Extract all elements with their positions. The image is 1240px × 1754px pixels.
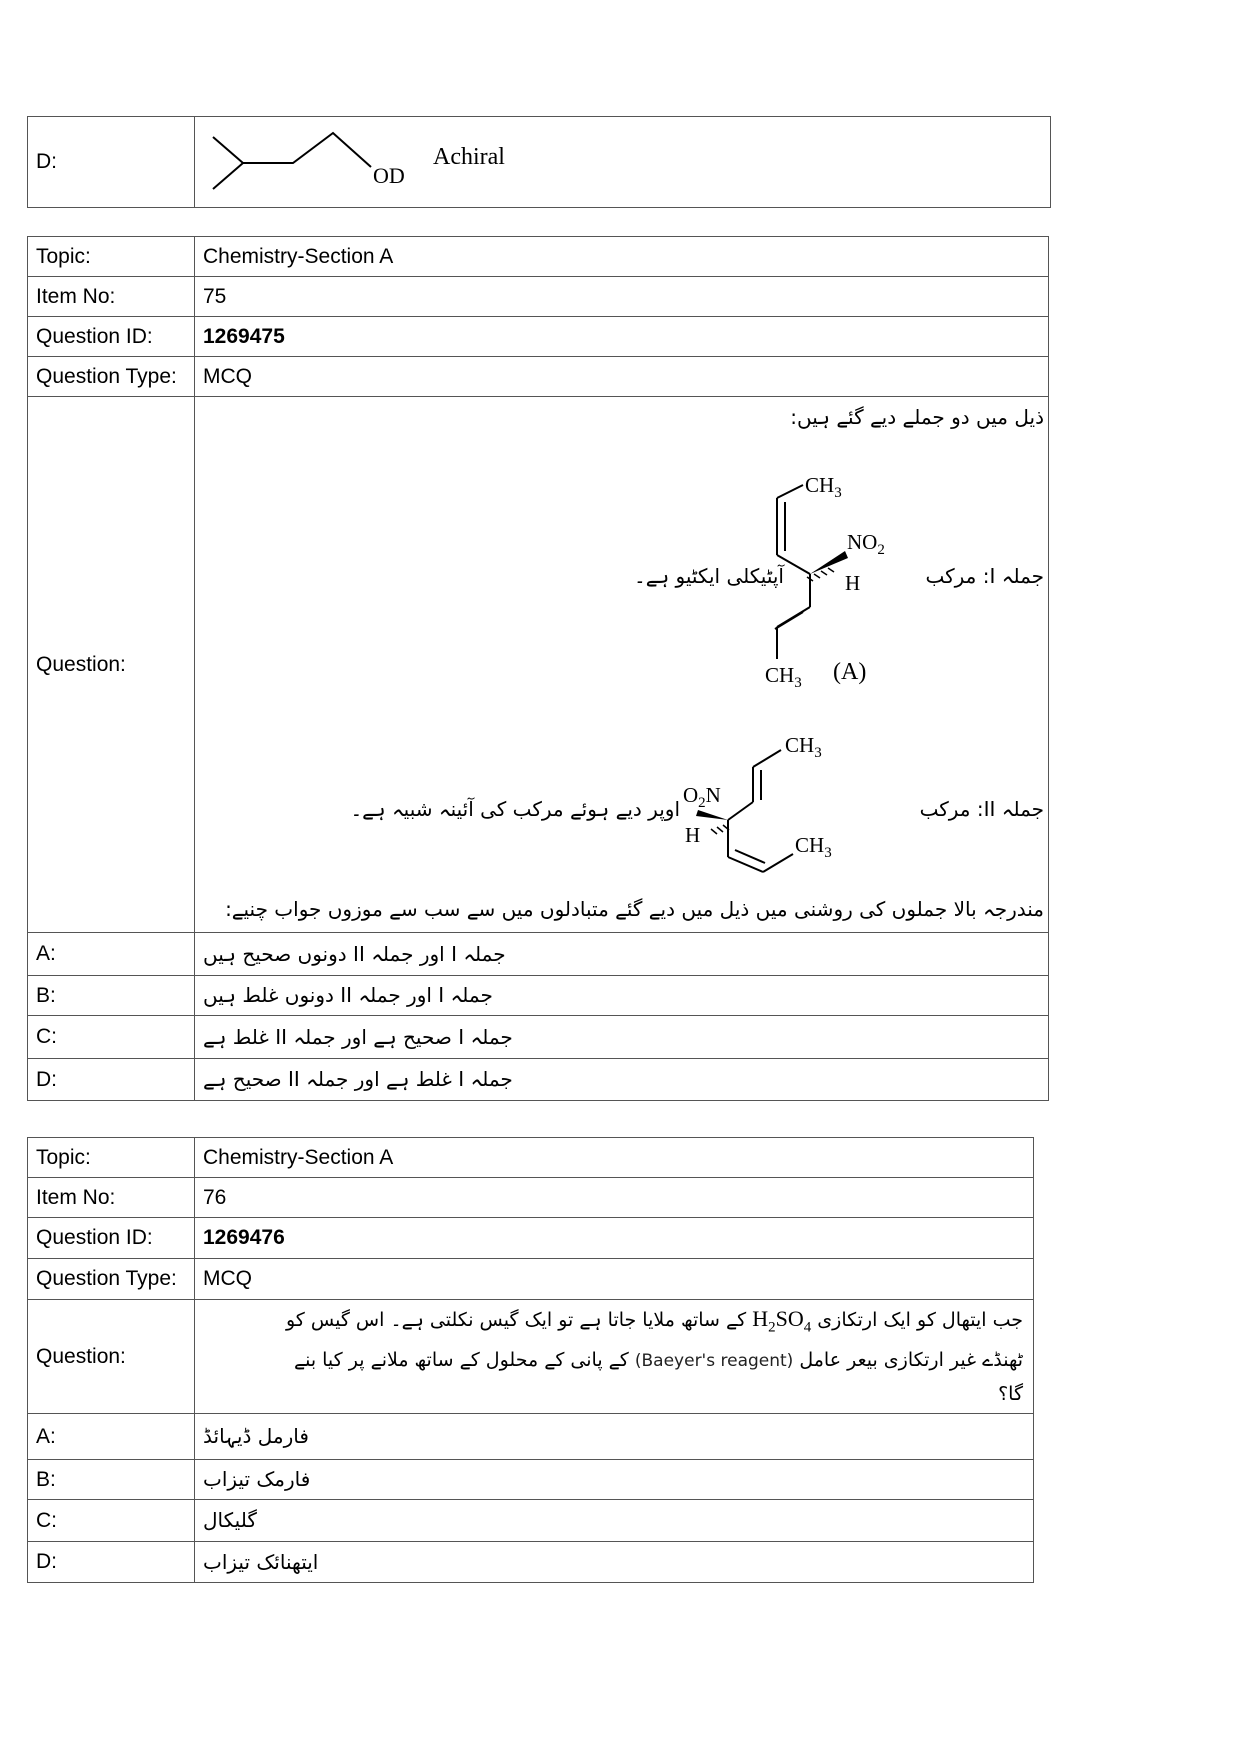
option-b-text: فارمک تیزاب — [203, 1467, 311, 1492]
achiral-label: Achiral — [433, 144, 505, 170]
option-a-cell — [195, 933, 1049, 976]
question-id-value: 1269475 — [195, 317, 1049, 357]
compound-a-ch3-bottom-sub: 3 — [794, 675, 802, 691]
option-c-cell — [195, 1016, 1049, 1059]
compound-b-o2n — [683, 783, 721, 811]
topic-label: Topic: — [28, 1138, 195, 1178]
compound-a-ch3-top — [805, 473, 842, 501]
compound-a-no2-no: NO — [847, 530, 878, 554]
question-76-line-2 — [205, 1344, 1023, 1378]
compound-b-o2n-o: O — [683, 783, 699, 807]
line1-part1: جب ایتھال کو ایک ارتکازی — [817, 1309, 1023, 1331]
question-label: Question: — [28, 397, 195, 933]
compound-b-ch3-bottom-ch: CH — [795, 833, 825, 857]
baeyer-reagent: (Baeyer's reagent) — [634, 1351, 794, 1372]
h2so4-formula — [752, 1306, 812, 1336]
compound-b-o2n-n: N — [705, 783, 721, 807]
question-76-table — [27, 1137, 1034, 1583]
question-type-value: MCQ — [195, 357, 1049, 397]
od-label: OD — [373, 163, 405, 188]
option-a-label: A: — [28, 933, 195, 976]
question-type-label: Question Type: — [28, 357, 195, 397]
option-a-cell — [195, 1414, 1034, 1460]
compound-b-o2n-sub: 2 — [698, 795, 706, 811]
question-76-body — [195, 1300, 1034, 1414]
option-c-cell — [195, 1500, 1034, 1542]
option-d-text: جملہ I غلط ہے اور جملہ II صحیح ہے — [203, 1067, 513, 1091]
option-c-label: C: — [28, 1500, 195, 1542]
option-c-text: گلیکال — [203, 1508, 257, 1533]
option-b-cell — [195, 976, 1049, 1016]
option-d-label: D: — [28, 1059, 195, 1101]
option-d-cell — [195, 1059, 1049, 1101]
statement-1-label: جملہ I: مرکب — [925, 564, 1044, 588]
question-id-value: 1269476 — [195, 1218, 1034, 1259]
option-c-label: C: — [28, 1016, 195, 1059]
question-id-label: Question ID: — [28, 317, 195, 357]
compound-b-ch3-top-sub: 3 — [814, 745, 822, 761]
item-no-label: Item No: — [28, 1178, 195, 1218]
option-b-label: B: — [28, 1460, 195, 1500]
topic-label: Topic: — [28, 237, 195, 277]
compound-a-no2-sub: 2 — [877, 542, 885, 558]
option-d-text: ایتھنائک تیزاب — [203, 1549, 319, 1574]
line1-part2: کے ساتھ ملایا جاتا ہے تو ایک گیس نکلتی ہے۔ اس گیس کو — [285, 1309, 747, 1331]
option-b-label: B: — [28, 976, 195, 1016]
question-75-table — [27, 236, 1049, 1101]
line2-part1: ٹھنڈے غیر ارتکازی بیعر عامل — [799, 1349, 1023, 1372]
compound-a-label: (A) — [833, 659, 867, 685]
option-b-cell — [195, 1460, 1034, 1500]
item-no-label: Item No: — [28, 277, 195, 317]
statement-1-text: آپٹیکلی ایکٹیو ہے۔ — [634, 564, 784, 588]
item-no-value: 76 — [195, 1178, 1034, 1218]
question-label: Question: — [28, 1300, 195, 1414]
formula-so: SO — [775, 1306, 804, 1331]
option-d-label: D: — [28, 1542, 195, 1583]
compound-b-ch3-bottom — [795, 833, 832, 861]
formula-2: 2 — [768, 1319, 776, 1336]
option-a-label: A: — [28, 1414, 195, 1460]
item-no-value: 75 — [195, 277, 1049, 317]
compound-b-ch3-top — [785, 733, 822, 761]
compound-a-structure — [765, 457, 905, 707]
compound-a-ch3-bottom-ch: CH — [765, 663, 795, 687]
option-label: D: — [28, 117, 195, 208]
compound-a-ch3-bottom — [765, 663, 802, 691]
statement-2-text: اوپر دیے ہوئے مرکب کی آئینہ شبیہ ہے۔ — [350, 797, 680, 821]
compound-b-ch3-bottom-sub: 3 — [824, 845, 832, 861]
compound-a-ch3-top-ch: CH — [805, 473, 835, 497]
question-instruction: مندرجہ بالا جملوں کی روشنی میں ذیل میں دیے گئے متبادلوں میں سے سب سے موزوں جواب چنیے: — [225, 897, 1044, 921]
compound-a-h: H — [845, 571, 861, 595]
question-id-label: Question ID: — [28, 1218, 195, 1259]
option-b-text: جملہ I اور جملہ II دونوں غلط ہیں — [203, 983, 493, 1007]
compound-b-structure — [683, 722, 863, 882]
option-a-text: فارمل ڈیہائڈ — [203, 1424, 309, 1449]
achiral-structure — [203, 119, 623, 199]
option-d-cell — [195, 1542, 1034, 1583]
question-76-line-3: گا؟ — [998, 1383, 1023, 1406]
compound-a-no2 — [847, 530, 885, 558]
topic-value: Chemistry-Section A — [195, 1138, 1034, 1178]
question-type-value: MCQ — [195, 1259, 1034, 1300]
compound-b-ch3-top-ch: CH — [785, 733, 815, 757]
topic-value: Chemistry-Section A — [195, 237, 1049, 277]
question-75-body — [195, 397, 1049, 933]
line2-part2: کے پانی کے محلول کے ساتھ ملانے پر کیا بنے — [293, 1349, 629, 1372]
compound-a-ch3-top-sub: 3 — [834, 485, 842, 501]
compound-b-h: H — [685, 823, 701, 847]
option-a-text: جملہ I اور جملہ II دونوں صحیح ہیں — [203, 941, 506, 966]
prev-question-table — [27, 116, 1051, 208]
question-76-line-1 — [205, 1302, 1023, 1344]
formula-4: 4 — [803, 1319, 812, 1336]
question-type-label: Question Type: — [28, 1259, 195, 1300]
option-d-content — [195, 117, 1051, 208]
statement-2-label: جملہ II: مرکب — [919, 797, 1044, 821]
question-intro: ذیل میں دو جملے دیے گئے ہیں: — [790, 405, 1044, 429]
option-c-text: جملہ I صحیح ہے اور جملہ II غلط ہے — [203, 1024, 513, 1049]
formula-h: H — [752, 1306, 769, 1331]
